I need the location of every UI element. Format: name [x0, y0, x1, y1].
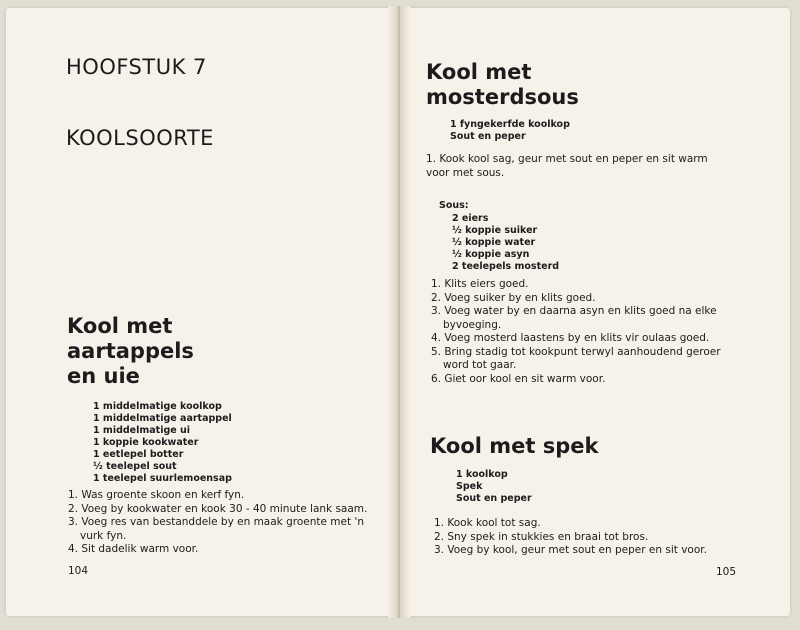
- ingredient-item: 1 koppie kookwater: [93, 437, 199, 448]
- recipe-title-line: aartappels: [67, 339, 194, 363]
- ingredient-list: [456, 469, 532, 505]
- ingredient-item: 1 middelmatige ui: [93, 425, 191, 436]
- method-step: 6. Giet oor kool en sit warm voor.: [431, 372, 606, 385]
- method-step: 2. Voeg suiker by en klits goed.: [431, 291, 596, 304]
- method-steps: [68, 489, 380, 557]
- ingredient-item: ½ koppie asyn: [452, 249, 530, 260]
- method-step: 4. Sit dadelik warm voor.: [68, 543, 199, 555]
- ingredient-item: ½ teelepel sout: [93, 461, 177, 472]
- page-number-right: 105: [716, 566, 737, 578]
- book-gutter: [388, 6, 410, 618]
- ingredient-list: [93, 401, 232, 485]
- method-steps: [431, 278, 729, 386]
- recipe-title-line: mosterdsous: [426, 85, 579, 109]
- ingredient-item: ½ koppie suiker: [452, 225, 538, 236]
- ingredient-item: 1 fyngekerfde koolkop: [450, 119, 570, 130]
- method-step: 1. Klits eiers goed.: [431, 278, 529, 290]
- section-heading: KOOLSOORTE: [66, 126, 214, 150]
- ingredient-item: 1 middelmatige koolkop: [93, 401, 222, 412]
- method-step: 3. Voeg res van bestanddele by en maak groente met 'n vurk fyn.: [68, 516, 364, 542]
- recipe-title-kool-met-aartappels: [67, 314, 194, 389]
- ingredient-item: 1 teelepel suurlemoensap: [93, 473, 232, 484]
- method-steps: [434, 517, 724, 558]
- ingredient-list: [450, 119, 570, 143]
- method-step: 4. Voeg mosterd laastens by en klits vir oulaas goed.: [431, 332, 710, 344]
- recipe-title-line: en uie: [67, 364, 140, 388]
- ingredient-item: 2 teelepels mosterd: [452, 261, 560, 272]
- recipe-title-kool-met-spek: Kool met spek: [430, 434, 599, 458]
- ingredient-item: 1 eetlepel botter: [93, 449, 184, 460]
- method-step: 1. Kook kool tot sag.: [434, 517, 541, 529]
- sauce-label: Sous:: [439, 200, 469, 211]
- method-step: 2. Voeg by kookwater en kook 30 - 40 minute lank saam.: [68, 502, 368, 515]
- method-step: 1. Was groente skoon en kerf fyn.: [68, 489, 245, 501]
- ingredient-item: 1 middelmatige aartappel: [93, 413, 232, 424]
- method-step: 3. Voeg by kool, geur met sout en peper en sit voor.: [434, 544, 707, 556]
- chapter-heading: HOOFSTUK 7: [66, 55, 207, 79]
- sauce-ingredient-list: [452, 213, 559, 273]
- method-step: 5. Bring stadig tot kookpunt terwyl aanhoudend geroer word tot gaar.: [431, 345, 721, 371]
- recipe-title-kool-met-mosterdsous: [426, 60, 579, 110]
- ingredient-item: ½ koppie water: [452, 237, 536, 248]
- recipe-title-line: Kool met: [426, 60, 532, 84]
- ingredient-item: Sout en peper: [456, 493, 532, 504]
- ingredient-item: Sout en peper: [450, 131, 526, 142]
- ingredient-item: 2 eiers: [452, 213, 489, 224]
- method-step: 3. Voeg water by en daarna asyn en klits goed na elke byvoeging.: [431, 305, 717, 331]
- ingredient-item: 1 koolkop: [456, 469, 508, 480]
- recipe-intro-step: 1. Kook kool sag, geur met sout en peper en sit warm voor met sous.: [426, 153, 708, 179]
- method-step: 2. Sny spek in stukkies en braai tot bros.: [434, 530, 649, 543]
- ingredient-item: Spek: [456, 481, 483, 492]
- page-number-left: 104: [68, 565, 89, 577]
- recipe-title-line: Kool met: [67, 314, 173, 338]
